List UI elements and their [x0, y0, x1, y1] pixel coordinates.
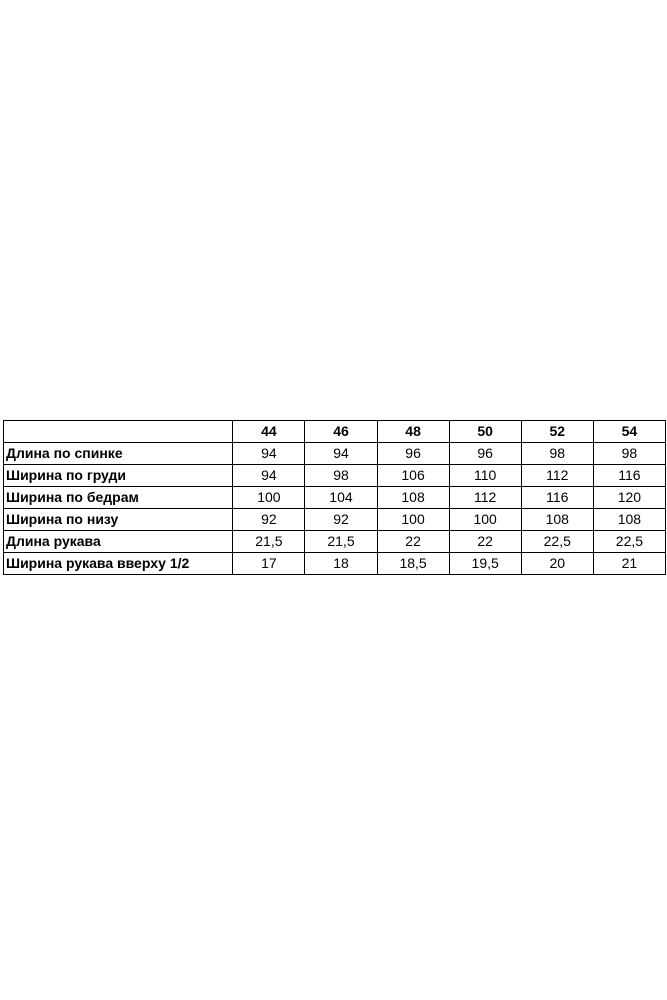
- table-cell: 92: [233, 509, 305, 531]
- table-cell: 18: [305, 553, 377, 575]
- table-cell: 110: [449, 465, 521, 487]
- size-header-cell: 48: [377, 421, 449, 443]
- table-cell: 116: [593, 465, 665, 487]
- table-row: [4, 531, 666, 553]
- table-cell: 22,5: [521, 531, 593, 553]
- table-row: [4, 465, 666, 487]
- size-header-cell: 44: [233, 421, 305, 443]
- size-header-cell: 50: [449, 421, 521, 443]
- size-chart-table: [3, 420, 666, 575]
- table-cell: 22,5: [593, 531, 665, 553]
- size-header-cell: 46: [305, 421, 377, 443]
- table-cell: 21,5: [305, 531, 377, 553]
- table-cell: 100: [377, 509, 449, 531]
- row-label: Ширина рукава вверху 1/2: [4, 553, 233, 575]
- table-row: [4, 487, 666, 509]
- table-cell: 94: [233, 443, 305, 465]
- table-cell: 19,5: [449, 553, 521, 575]
- size-header-cell: 52: [521, 421, 593, 443]
- table-row: [4, 443, 666, 465]
- corner-cell: [4, 421, 233, 443]
- row-label: Ширина по низу: [4, 509, 233, 531]
- table-cell: 120: [593, 487, 665, 509]
- table-cell: 21: [593, 553, 665, 575]
- table-cell: 112: [449, 487, 521, 509]
- table-cell: 18,5: [377, 553, 449, 575]
- row-label: Длина по спинке: [4, 443, 233, 465]
- table-cell: 17: [233, 553, 305, 575]
- table-cell: 92: [305, 509, 377, 531]
- table-cell: 98: [305, 465, 377, 487]
- row-label: Длина рукава: [4, 531, 233, 553]
- table-cell: 94: [305, 443, 377, 465]
- table-cell: 108: [521, 509, 593, 531]
- table-cell: 100: [233, 487, 305, 509]
- table-cell: 98: [521, 443, 593, 465]
- table-cell: 116: [521, 487, 593, 509]
- table-cell: 100: [449, 509, 521, 531]
- table-cell: 22: [377, 531, 449, 553]
- table-cell: 22: [449, 531, 521, 553]
- table-cell: 21,5: [233, 531, 305, 553]
- size-header-row: [4, 421, 666, 443]
- table-cell: 94: [233, 465, 305, 487]
- table-cell: 108: [593, 509, 665, 531]
- table-cell: 112: [521, 465, 593, 487]
- table-row: [4, 553, 666, 575]
- table-cell: 96: [449, 443, 521, 465]
- table-cell: 98: [593, 443, 665, 465]
- table-cell: 104: [305, 487, 377, 509]
- table-row: [4, 509, 666, 531]
- table-cell: 106: [377, 465, 449, 487]
- table-cell: 108: [377, 487, 449, 509]
- row-label: Ширина по груди: [4, 465, 233, 487]
- table-cell: 20: [521, 553, 593, 575]
- size-header-cell: 54: [593, 421, 665, 443]
- row-label: Ширина по бедрам: [4, 487, 233, 509]
- table-cell: 96: [377, 443, 449, 465]
